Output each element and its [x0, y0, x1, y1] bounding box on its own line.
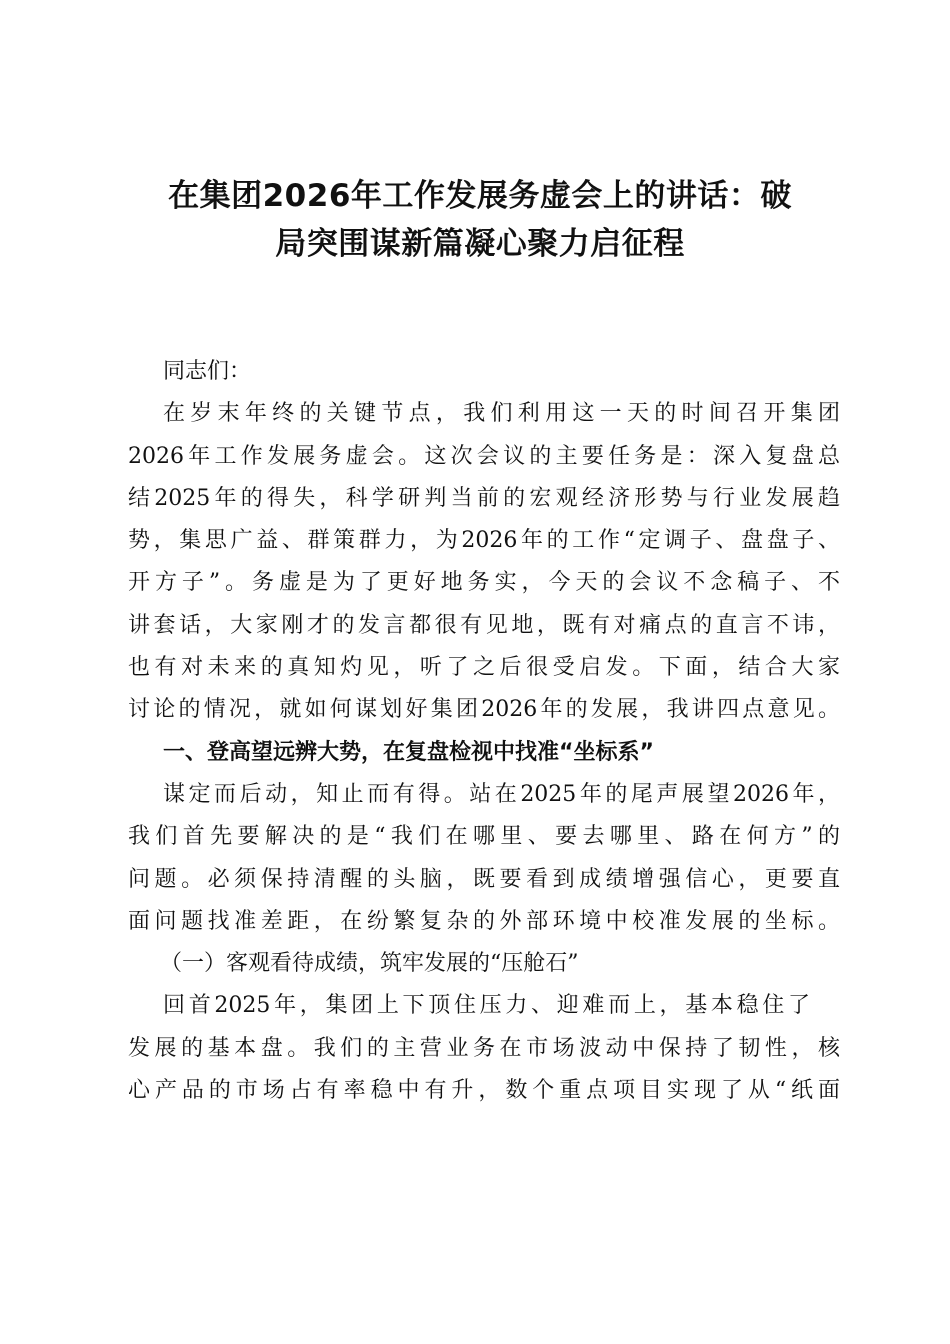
salutation: 同志们： [163, 359, 252, 384]
document-title [120, 172, 840, 268]
title-line: 在集团2026年工作发展务虚会上的讲话：破 [168, 178, 792, 214]
text-line: 我们首先要解决的是“我们在哪里、要去哪里、路在何方”的 [128, 824, 840, 850]
title-line: 局突围谋新篇凝心聚力启征程 [275, 226, 685, 262]
text-line: 发展的基本盘。我们的主营业务在市场波动中保持了韧性，核 [128, 1035, 840, 1061]
text-line: 开方子”。务虚是为了更好地务实，今天的会议不念稿子、不 [128, 570, 840, 596]
intro-paragraph [128, 393, 840, 731]
text-line: 讨论的情况，就如何谋划好集团2026年的发展，我讲四点意见。 [128, 697, 840, 723]
text-line: 回首2025年，集团上下顶住压力、迎难而上，基本稳住了 [163, 993, 810, 1019]
text-line: 问题。必须保持清醒的头脑，既要看到成绩增强信心，更要直 [128, 866, 840, 892]
text-line: 结2025年的得失，科学研判当前的宏观经济形势与行业发展趋 [128, 485, 840, 511]
text-line: 在岁末年终的关键节点，我们利用这一天的时间召开集团 [163, 401, 840, 427]
section1-paragraph [128, 774, 840, 943]
text-line: 2026年工作发展务虚会。这次会议的主要任务是：深入复盘总 [128, 443, 840, 469]
text-line: 势，集思广益、群策群力，为2026年的工作“定调子、盘盘子、 [128, 528, 840, 554]
text-line: 谋定而后动，知止而有得。站在2025年的尾声展望2026年， [163, 781, 840, 807]
text-line: 心产品的市场占有率稳中有升，数个重点项目实现了从“纸面 [128, 1078, 840, 1104]
text-line: 讲套话，大家刚才的发言都很有见地，既有对痛点的直言不讳， [128, 612, 840, 638]
section-heading-1: 一、登高望远辨大势，在复盘检视中找准“坐标系” [163, 739, 654, 765]
text-line: 也有对未来的真知灼见，听了之后很受启发。下面，结合大家 [128, 655, 840, 681]
text-line: 面问题找准差距，在纷繁复杂的外部环境中校准发展的坐标。 [128, 908, 840, 934]
document-body [128, 351, 840, 1112]
subsection-heading-1: （一）客观看待成绩，筑牢发展的“压舱石” [160, 951, 579, 977]
section2-paragraph [128, 985, 840, 1112]
